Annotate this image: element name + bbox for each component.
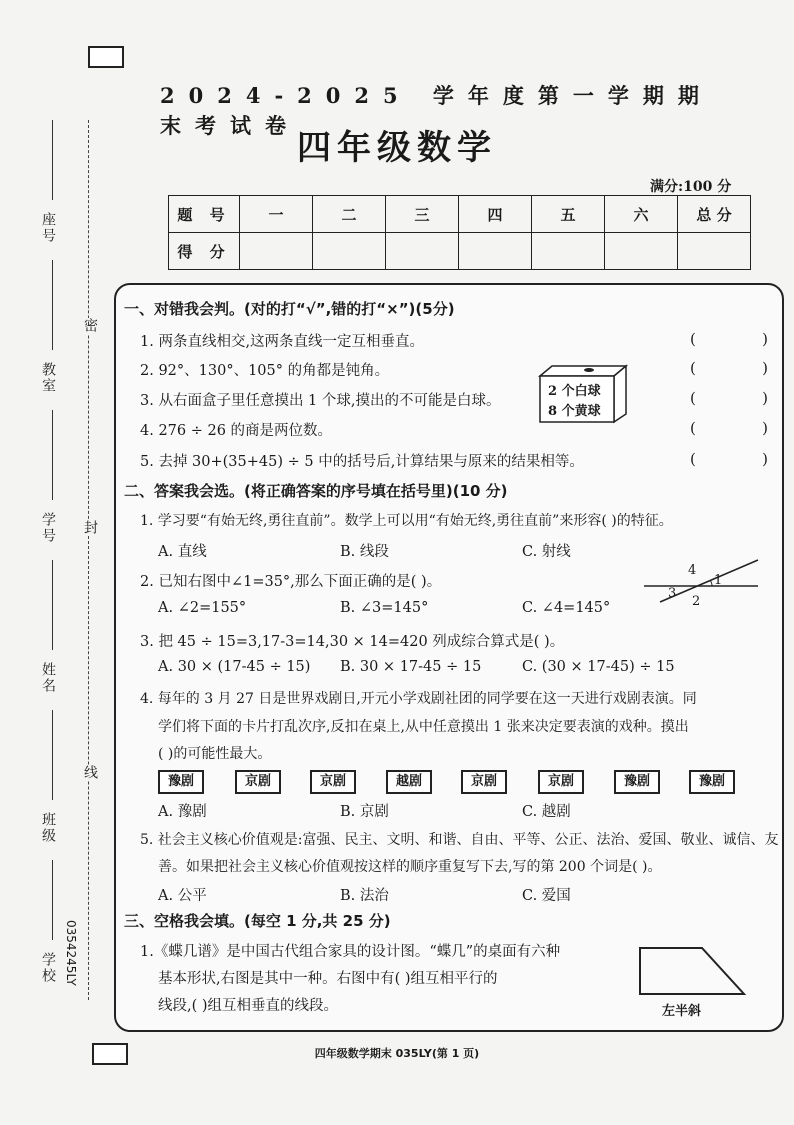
angle-label-2: 2 [692, 594, 701, 609]
opera-card: 越剧 [386, 770, 432, 794]
option-c[interactable]: C. 爱国 [522, 888, 571, 904]
s2-question-4-line3: ( )的可能性最大。 [158, 746, 272, 762]
s2-question-3: 3. 把 45 ÷ 15=3,17-3=14,30 × 14=420 列成综合算式是( )。 [140, 634, 565, 650]
seal-feng: 封 [82, 520, 98, 536]
answer-blank[interactable]: ( ) [690, 419, 768, 437]
margin-rule-4 [52, 560, 53, 650]
opera-card: 京剧 [461, 770, 507, 794]
score-cell: 得 分 [169, 233, 240, 270]
seal-xian: 线 [82, 765, 98, 781]
section3-title: 三、空格我会填。(每空 1 分,共 25 分) [124, 912, 391, 930]
subject-title: 四年级数学 [297, 128, 497, 168]
exam-title: 2024-2025 学年度第一学期期末考试卷 [160, 83, 713, 138]
answer-blank[interactable]: ( ) [690, 330, 768, 348]
answer-blank[interactable]: ( ) [690, 450, 768, 468]
score-table-header-row [169, 196, 751, 233]
score-input[interactable] [605, 233, 678, 270]
s2-question-5-line1: 5. 社会主义核心价值观是:富强、民主、文明、和谐、自由、平等、公正、法治、爱国、敬业、诚信、友 [140, 832, 779, 848]
margin-rule-5 [52, 710, 53, 800]
s3-question-1-line1: 1.《蝶几谱》是中国古代组合家具的设计图。“蝶几”的桌面有六种 [140, 944, 561, 960]
seal-mi: 密 [82, 318, 98, 334]
score-cell: 二 [313, 196, 386, 233]
score-input[interactable] [532, 233, 605, 270]
s2-question-1: 1. 学习要“有始无终,勇往直前”。数学上可以用“有始无终,勇往直前”来形容( )的特征。 [140, 513, 673, 529]
intersecting-lines-figure [640, 556, 762, 606]
box-label-white: 2 个白球 [548, 384, 601, 399]
opera-card: 豫剧 [614, 770, 660, 794]
figure-caption: 左半斜 [662, 1004, 702, 1019]
score-cell: 五 [532, 196, 605, 233]
angle-label-1: 1 [714, 573, 723, 588]
score-cell: 三 [386, 196, 459, 233]
option-c[interactable]: C. 射线 [522, 544, 571, 560]
option-b[interactable]: B. 线段 [340, 544, 389, 560]
corner-mark-top [88, 46, 124, 68]
s2-question-5-line2: 善。如果把社会主义核心价值观按这样的顺序重复写下去,写的第 200 个词是( )。 [158, 859, 662, 875]
s1-question-5: 5. 去掉 30+(35+45) ÷ 5 中的括号后,计算结果与原来的结果相等。 [140, 454, 584, 470]
option-a[interactable]: A. 豫剧 [158, 804, 207, 820]
school-label: 学校 [40, 952, 56, 984]
s3-question-1-line3: 线段,( )组互相垂直的线段。 [158, 998, 339, 1014]
opera-card: 豫剧 [689, 770, 735, 794]
class-label: 班级 [40, 812, 56, 844]
score-cell: 总 分 [678, 196, 751, 233]
option-a[interactable]: A. 直线 [158, 544, 207, 560]
score-table-score-row [169, 233, 751, 270]
option-c[interactable]: C. 越剧 [522, 804, 571, 820]
page-footer: 四年级数学期末 035LY(第 1 页) [314, 1047, 480, 1060]
score-input[interactable] [386, 233, 459, 270]
score-input[interactable] [459, 233, 532, 270]
option-c[interactable]: C. (30 × 17-45) ÷ 15 [522, 659, 675, 675]
answer-blank[interactable]: ( ) [690, 389, 768, 407]
margin-rule-3 [52, 410, 53, 500]
score-cell: 六 [605, 196, 678, 233]
score-cell: 一 [240, 196, 313, 233]
score-input[interactable] [313, 233, 386, 270]
s1-question-3: 3. 从右面盒子里任意摸出 1 个球,摸出的不可能是白球。 [140, 393, 501, 409]
score-input[interactable] [240, 233, 313, 270]
classroom-label: 教室 [40, 362, 56, 394]
seat-label: 座号 [40, 212, 56, 244]
box-label-yellow: 8 个黄球 [548, 404, 601, 419]
option-a[interactable]: A. 公平 [158, 888, 207, 904]
option-b[interactable]: B. 30 × 17-45 ÷ 15 [340, 659, 482, 675]
student-id-label: 学号 [40, 512, 56, 544]
angle-label-4: 4 [688, 563, 697, 578]
s1-question-1: 1. 两条直线相交,这两条直线一定互相垂直。 [140, 334, 425, 350]
margin-rule-6 [52, 860, 53, 940]
score-input[interactable] [678, 233, 751, 270]
s1-question-4: 4. 276 ÷ 26 的商是两位数。 [140, 423, 333, 439]
name-label: 姓名 [40, 662, 56, 694]
score-cell: 四 [459, 196, 532, 233]
binding-line [88, 120, 89, 1000]
paper-code: 0354245LY [64, 920, 78, 986]
opera-card: 豫剧 [158, 770, 204, 794]
opera-card: 京剧 [310, 770, 356, 794]
section2-title: 二、答案我会选。(将正确答案的序号填在括号里)(10 分) [124, 482, 508, 500]
opera-card: 京剧 [235, 770, 281, 794]
option-b[interactable]: B. 京剧 [340, 804, 389, 820]
option-b[interactable]: B. ∠3=145° [340, 600, 429, 616]
option-c[interactable]: C. ∠4=145° [522, 600, 611, 616]
trapezoid-figure [636, 944, 748, 998]
opera-card: 京剧 [538, 770, 584, 794]
s2-question-4-line2: 学们将下面的卡片打乱次序,反扣在桌上,从中任意摸出 1 张来决定要表演的戏种。摸出 [158, 719, 689, 735]
section1-title: 一、对错我会判。(对的打“√”,错的打“×”)(5分) [124, 300, 455, 318]
answer-blank[interactable]: ( ) [690, 359, 768, 377]
margin-rule-2 [52, 260, 53, 350]
s1-question-2: 2. 92°、130°、105° 的角都是钝角。 [140, 363, 390, 379]
s2-question-4-line1: 4. 每年的 3 月 27 日是世界戏剧日,开元小学戏剧社团的同学要在这一天进行戏剧表演。同 [140, 691, 697, 707]
angle-label-3: 3 [668, 586, 677, 601]
option-a[interactable]: A. 30 × (17-45 ÷ 15) [158, 659, 311, 675]
s3-question-1-line2: 基本形状,右图是其中一种。右图中有( )组互相平行的 [158, 971, 498, 987]
option-b[interactable]: B. 法治 [340, 888, 389, 904]
full-score: 满分:100 分 [650, 179, 732, 195]
option-a[interactable]: A. ∠2=155° [158, 600, 247, 616]
score-table [168, 195, 751, 270]
s2-question-2: 2. 已知右图中∠1=35°,那么下面正确的是( )。 [140, 574, 442, 590]
score-cell: 题 号 [169, 196, 240, 233]
